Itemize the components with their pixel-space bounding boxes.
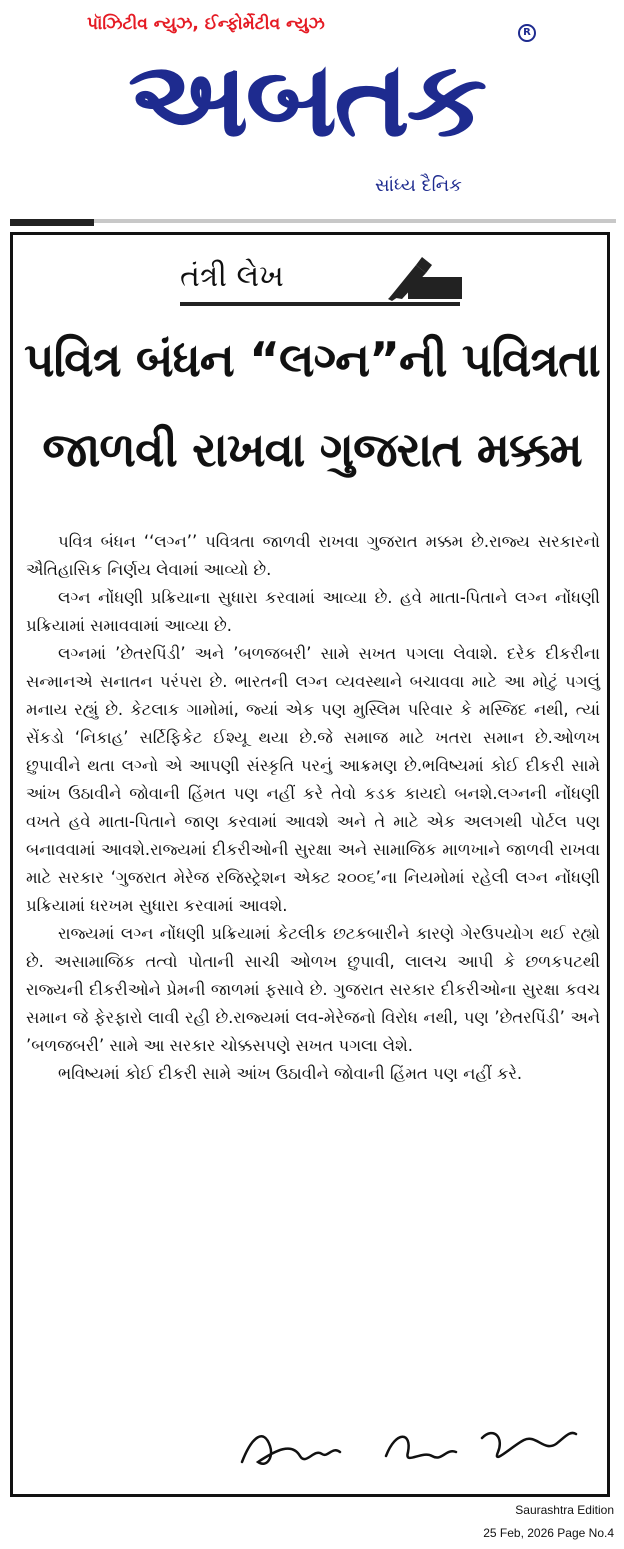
pen-icon — [382, 253, 462, 303]
masthead-tagline: પૉઝિટીવ ન્યુઝ, ઈન્ફોર્મેટીવ ન્યુઝ — [87, 14, 325, 34]
article-body — [26, 528, 600, 1088]
body-paragraph: પવિત્ર બંધન ‘‘લગ્ન’’ પવિત્રતા જાળવી રાખવા ગુજરાત મક્કમ છે.રાજ્ય સરકારનો ઐતિહાસિક નિર્ણય લેવામાં આવ્યો છે. — [26, 532, 600, 579]
body-paragraph: રાજ્યમાં લગ્ન નોંધણી પ્રક્રિયામાં કેટલીક છટકબારીને કારણે ગેરઉપયોગ થઈ રહ્યો છે. અસામાજિક તત્વો પોતાની સાચી ઓળખ છુપાવી, લાલચ આપી કે છળકપટથી રાજ્યની દીકરીઓને પ્રેમની જાળમાં ફસાવે છે. ગુજરાત સરકાર દીકરીઓના સુરક્ષા કવચ સમાન જે ફેરફારો લાવી રહી છે.રાજ્યમાં લવ-મેરેજનો વિરોધ નથી, પણ ’છેતરપિંડી’ અને ’બળજબરી’ સામે આ સરકાર ચોક્કસપણે સખત પગલા લેશે. — [26, 924, 600, 1055]
body-paragraph: લગ્નમાં ’છેતરપિંડી’ અને ’બળજબરી’ સામે સખત પગલા લેવાશે. દરેક દીકરીના સન્માનએ સનાતન પરંપરા છે. ભારતની લગ્ન વ્યવસ્થાને બચાવવા માટે આ મોટું પગલું મનાય રહ્યું છે. કેટલાક ગામોમાં, જ્યાં એક પણ મુસ્લિમ પરિવાર કે મસ્જિદ નથી, ત્યાં સેંકડો ‘નિકાહ’ સર્ટિફિકેટ ઈશ્યૂ થયા છે.જે સમાજ માટે ખતરા સમાન છે.ઓળખ છુપાવીને થતા લગ્નો એ આપણી સંસ્કૃતિ પરનું આક્રમણ છે.ભવિષ્યમાં કોઈ દીકરી સામે આંખ ઉઠાવીને જોવાની હિંમત પણ નહીં કરે તેવો કડક કાયદો બનશે.લગ્નની નોંધણી વખતે હવે માતા-પિતાને જાણ કરવામાં આવશે અને તે માટે એક અલગથી પોર્ટલ પણ બનાવવામાં આવશે.રાજ્યમાં દીકરીઓની સુરક્ષા અને સામાજિક માળખાને જાળવી રાખવા માટે સરકાર ‘ગુજરાત મેરેજ રજિસ્ટ્રેશન એક્ટ ૨૦૦૬’ના નિયમોમાં રહેલી લગ્ન નોંધણી પ્રક્રિયામાં ધરખમ સુધારા કરવામાં આવશે. — [26, 644, 600, 915]
edition-label: Saurashtra Edition — [515, 1503, 614, 1517]
body-paragraph: લગ્ન નોંધણી પ્રક્રિયાના સુધારા કરવામાં આવ્યા છે. હવે માતા-પિતાને લગ્ન નોંધણી પ્રક્રિયામાં સમાવવામાં આવ્યા છે. — [26, 588, 600, 635]
edition-type: સાંધ્ય દૈનિક — [375, 175, 462, 196]
registered-mark-icon: R — [518, 24, 536, 42]
editorial-kicker: તંત્રી લેખ — [180, 259, 284, 294]
header-rule-accent — [10, 219, 94, 226]
newspaper-logo: અબતક — [128, 38, 484, 160]
article-headline — [20, 316, 604, 496]
header-rule — [10, 219, 616, 223]
headline-line-1: પવિત્ર બંધન “લગ્ન”ની પવિત્રતા — [24, 333, 600, 388]
headline-line-2: જાળવી રાખવા ગુજરાત મક્કમ — [42, 423, 582, 478]
body-paragraph: ભવિષ્યમાં કોઈ દીકરી સામે આંખ ઉઠાવીને જોવાની હિંમત પણ નહીં કરે. — [58, 1064, 523, 1083]
page-info: 25 Feb, 2026 Page No.4 — [483, 1526, 614, 1540]
masthead — [0, 0, 624, 226]
author-signature — [236, 1416, 580, 1482]
